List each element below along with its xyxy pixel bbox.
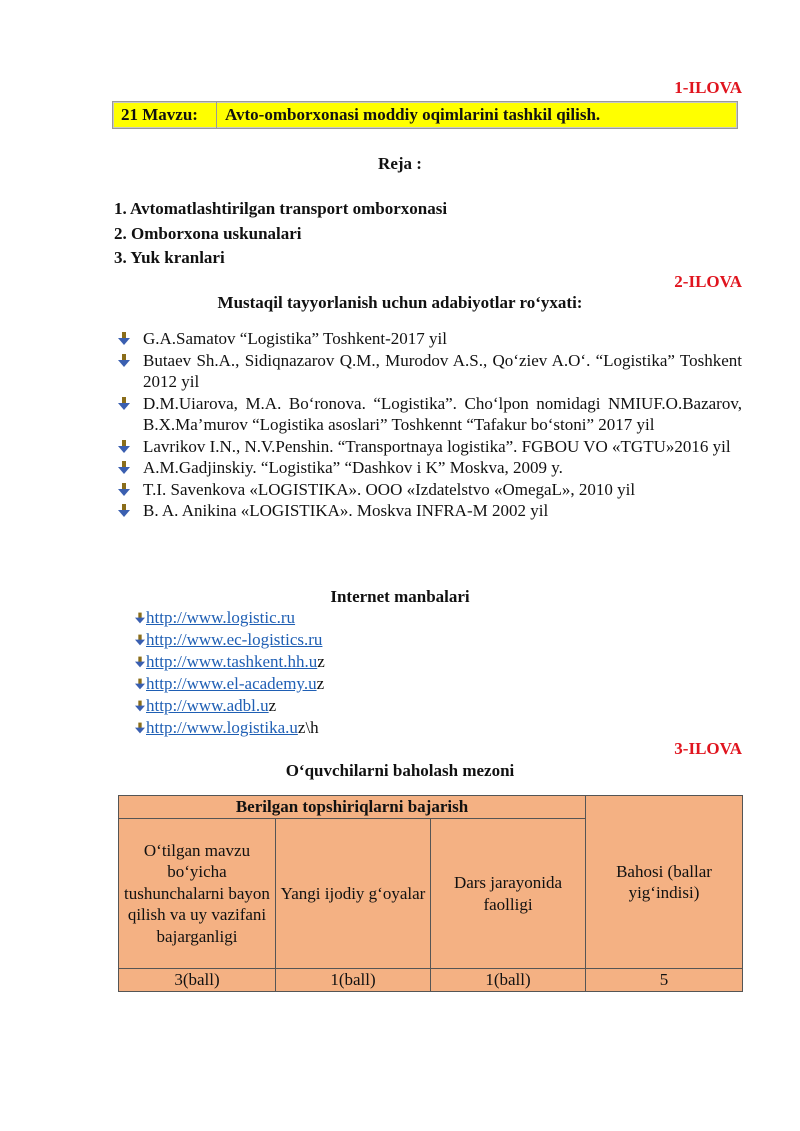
arrow-down-bullet-icon: [118, 461, 130, 474]
link-item: http://www.logistika.uz\h: [135, 717, 325, 739]
grading-title: O‘quvchilarni baholash mezoni: [285, 761, 515, 780]
arrow-down-bullet-icon: [135, 634, 145, 646]
link-logistic[interactable]: http://www.logistic.ru: [146, 608, 296, 627]
grading-col-topic: O‘tilgan mavzu bo‘yicha tushunchalarni bayon qilish va uy vazifani bajarganligi: [119, 819, 276, 969]
literature-item: Lavrikov I.N., N.V.Penshin. “Transportnaya logistika”. FGBOU VO «TGTU»2016 yil: [116, 436, 742, 458]
literature-item: B. A. Anikina «LOGISTIKA». Moskva INFRA-M 2002 yil: [116, 500, 742, 522]
appendix-1-label: 1-ILOVA: [674, 78, 742, 97]
grading-value-ideas: 1(ball): [276, 969, 431, 992]
grading-table: [118, 795, 743, 992]
grading-col-activity: Dars jarayonida faolligi: [431, 819, 586, 969]
internet-links-list: [135, 607, 325, 739]
grading-value-topic: 3(ball): [119, 969, 276, 992]
link-el-academy[interactable]: http://www.el-academy.u: [146, 674, 317, 693]
grading-col-ideas: Yangi ijodiy g‘oyalar: [276, 819, 431, 969]
plan-item: 2. Omborxona uskunalari: [114, 223, 302, 243]
grading-group-header: Berilgan topshiriqlarni bajarish: [119, 796, 586, 819]
arrow-down-bullet-icon: [135, 722, 145, 734]
arrow-down-bullet-icon: [118, 440, 130, 453]
arrow-down-bullet-icon: [118, 354, 130, 367]
appendix-2-label: 2-ILOVA: [674, 272, 742, 291]
arrow-down-bullet-icon: [118, 332, 130, 345]
topic-title: Avto-omborxonasi moddiy oqimlarini tashkil qilish.: [225, 105, 601, 124]
plan-item: 1. Avtomatlashtirilgan transport omborxonasi: [114, 199, 448, 218]
internet-title: Internet manbalari: [330, 587, 470, 606]
plan-list: [114, 197, 447, 271]
arrow-down-bullet-icon: [135, 656, 145, 668]
link-ec-logistics[interactable]: http://www.ec-logistics.ru: [146, 630, 323, 649]
link-adbl[interactable]: http://www.adbl.u: [146, 696, 269, 715]
link-logistika[interactable]: http://www.logistika.u: [146, 718, 298, 737]
grading-total-header: Bahosi (ballar yig‘indisi): [586, 796, 743, 969]
link-item: [135, 629, 325, 651]
topic-table: [112, 101, 738, 129]
arrow-down-bullet-icon: [135, 678, 145, 690]
literature-list: [116, 328, 742, 522]
literature-title: Mustaqil tayyorlanish uchun adabiyotlar ro‘yxati:: [217, 293, 583, 312]
link-item: http://www.adbl.uz: [135, 695, 325, 717]
arrow-down-bullet-icon: [135, 612, 145, 624]
literature-item: G.A.Samatov “Logistika” Toshkent-2017 yil: [116, 328, 742, 350]
literature-item: T.I. Savenkova «LOGISTIKA». OOO «Izdatelstvo «OmegaL», 2010 yil: [116, 479, 742, 501]
arrow-down-bullet-icon: [118, 483, 130, 496]
link-item: http://www.el-academy.uz: [135, 673, 325, 695]
arrow-down-bullet-icon: [135, 700, 145, 712]
literature-item: A.M.Gadjinskiy. “Logistika” “Dashkov i K” Moskva, 2009 y.: [116, 457, 742, 479]
topic-label: 21 Mavzu:: [113, 102, 217, 128]
plan-title: Reja :: [378, 154, 422, 173]
arrow-down-bullet-icon: [118, 397, 130, 410]
grading-value-activity: 1(ball): [431, 969, 586, 992]
appendix-3-label: 3-ILOVA: [674, 739, 742, 758]
link-item: http://www.tashkent.hh.uz: [135, 651, 325, 673]
arrow-down-bullet-icon: [118, 504, 130, 517]
literature-item: Butaev Sh.A., Sidiqnazarov Q.M., Murodov A.S., Qo‘ziev A.O‘. “Logistika” Toshkent 2012 yil: [116, 350, 742, 393]
plan-item: 3. Yuk kranlari: [114, 248, 225, 267]
literature-item: D.M.Uiarova, M.A. Bo‘ronova. “Logistika”. Cho‘lpon nomidagi NMIUF.O.Bazarov, B.X.Ma’murov “Logistika asoslari” Toshkennt “Tafakur bo‘stoni” 2017 yil: [116, 393, 742, 436]
grading-value-total: 5: [586, 969, 743, 992]
link-item: [135, 607, 325, 629]
link-tashkent-hh[interactable]: http://www.tashkent.hh.u: [146, 652, 318, 671]
